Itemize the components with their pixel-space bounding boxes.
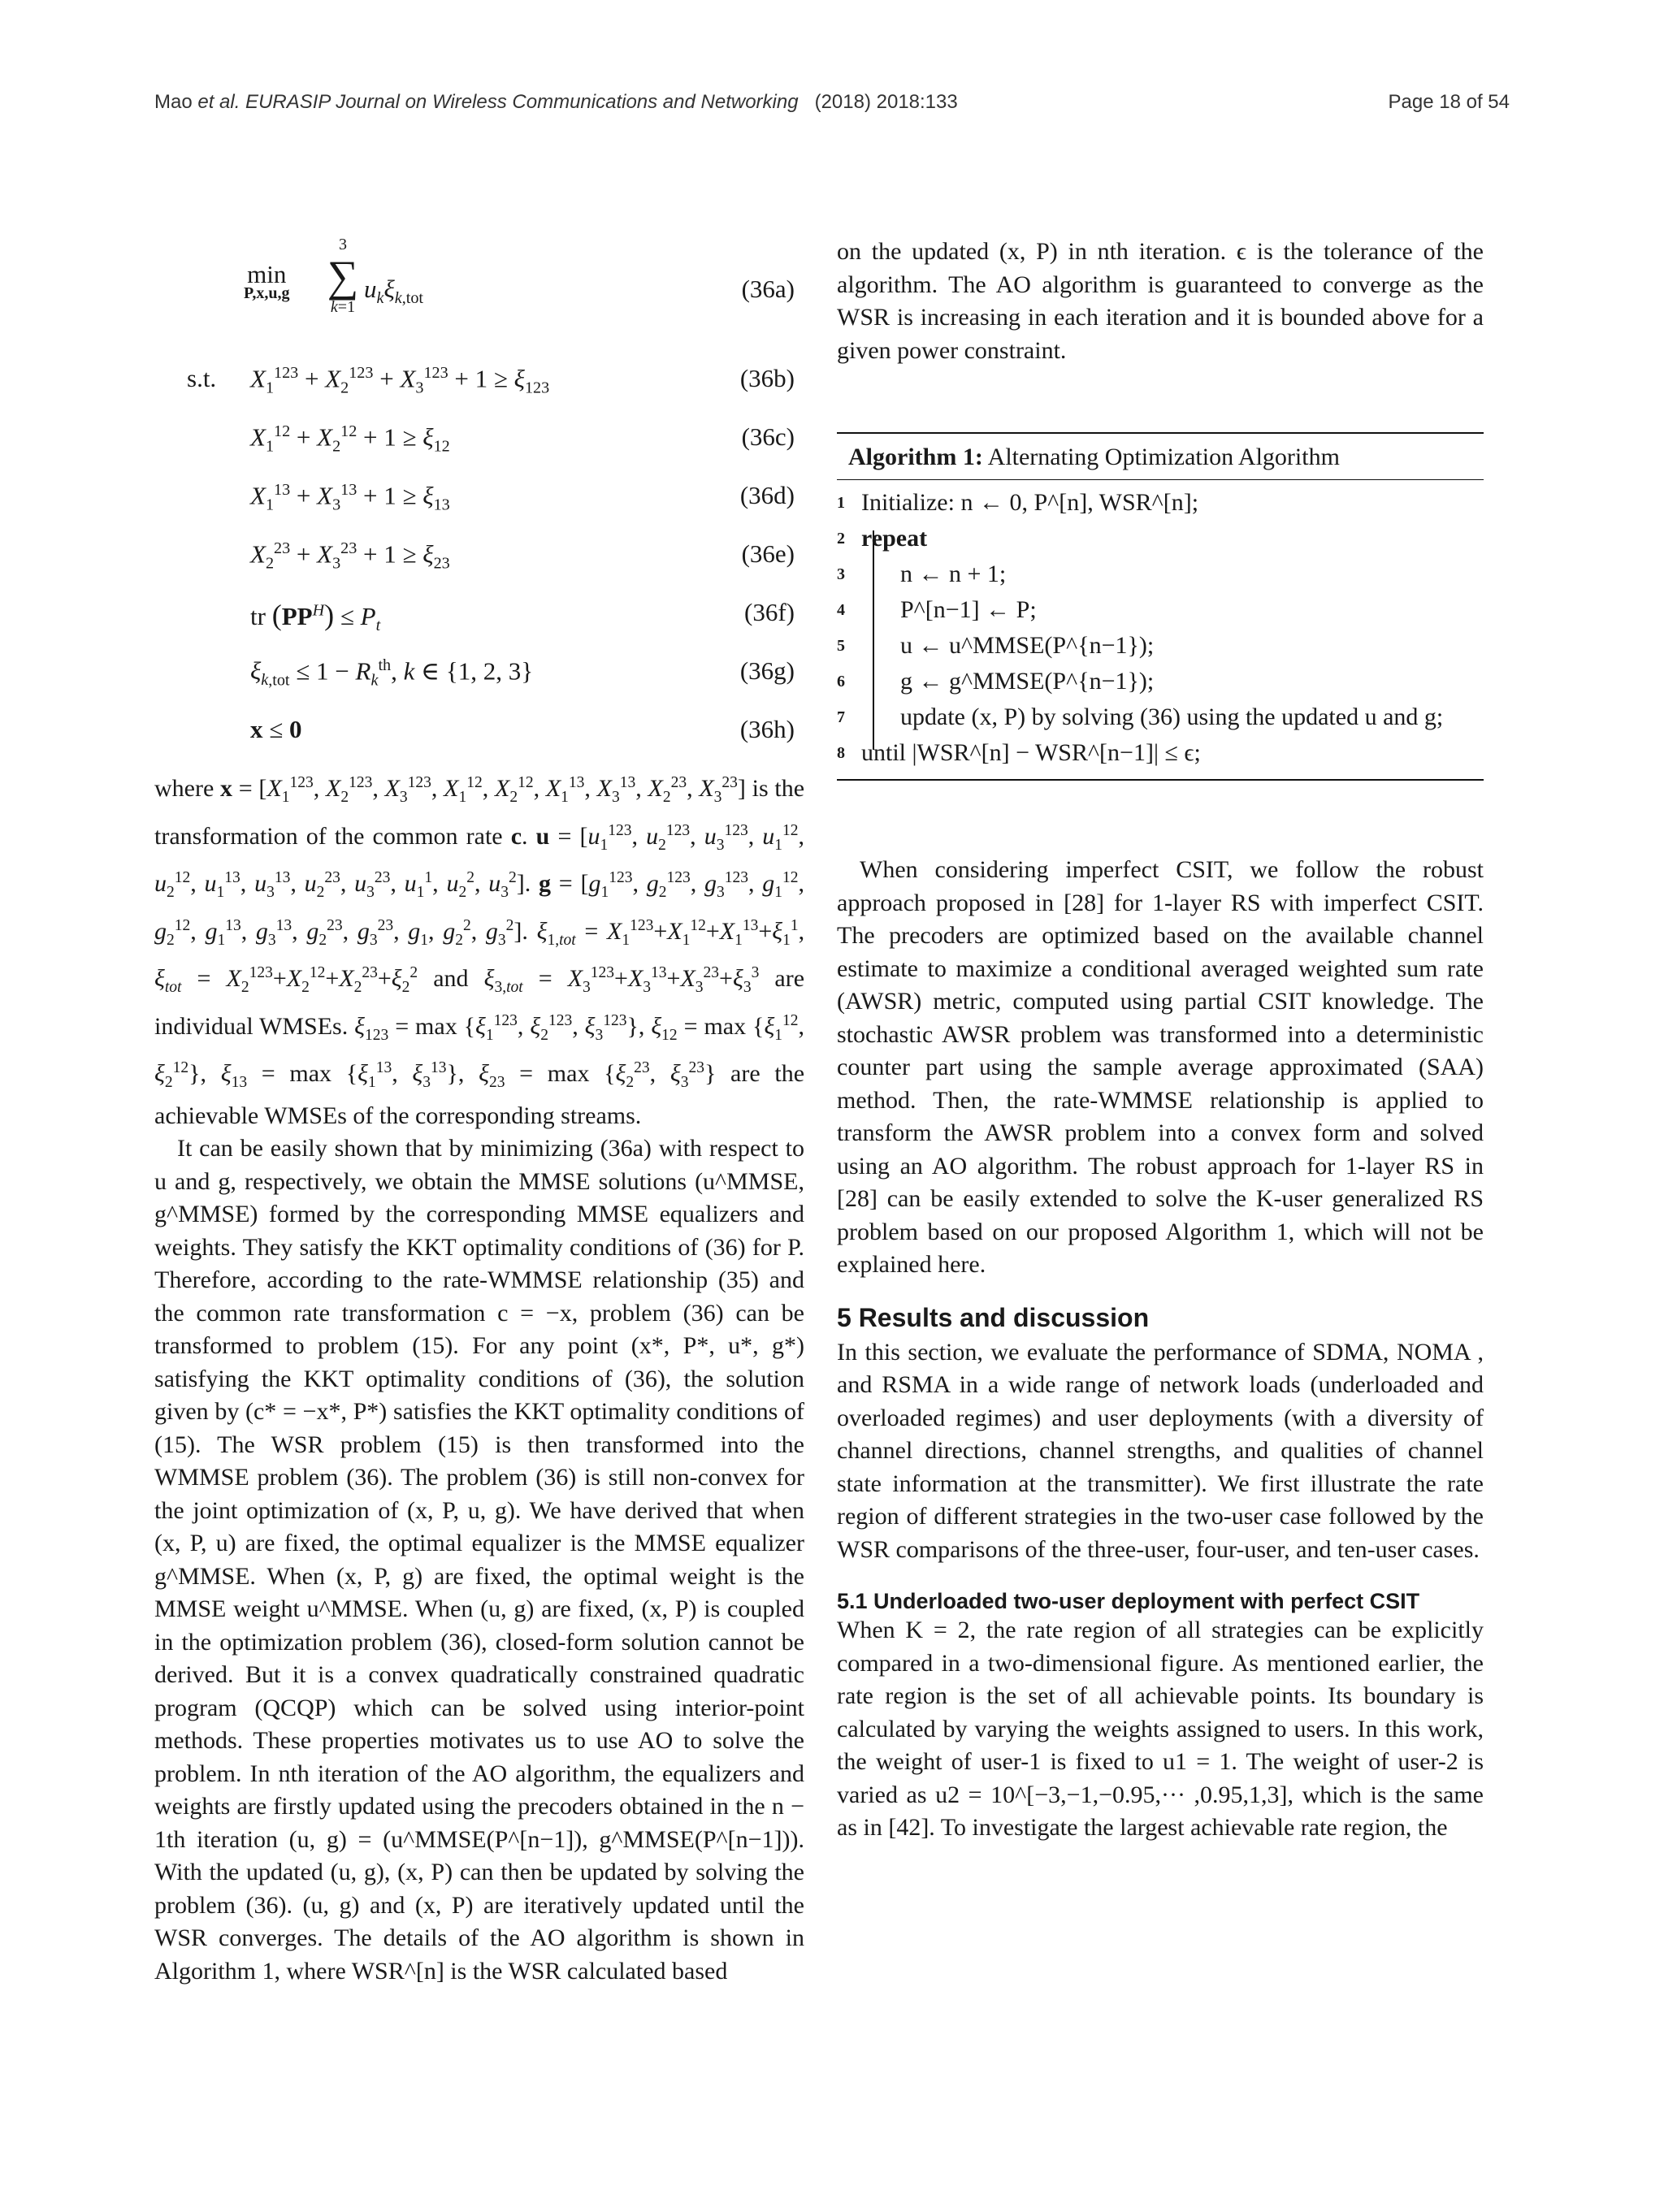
equation-number: (36g) — [739, 656, 795, 685]
algorithm-line: 5 u ← u^MMSE(P^{n−1}); — [837, 632, 1155, 659]
equation-36b: s.t. $X_1^{123} + X_2^{123} + X_3^{123} + 1 \ge \xi_{123}$ (36b) — [187, 364, 795, 397]
algorithm-line: 8 until |WSR^[n] − WSR^[n−1]| ≤ ϵ; — [837, 739, 1201, 766]
algorithm-line: 7 update (x, P) by solving (36) using the updated u and g; — [837, 703, 1444, 730]
section-heading: 5 Results and discussion — [837, 1302, 1150, 1332]
journal-citation: Mao et al. EURASIP Journal on Wireless Communications and Networking (2018) 2018:133 — [154, 91, 958, 113]
optimization-problem — [154, 236, 804, 759]
equation-number: (36b) — [739, 364, 795, 392]
equation-number: (36c) — [741, 422, 795, 451]
equation-36d: $X_1^{13} + X_3^{13} + 1 \ge \xi_{13}$ (36d) — [250, 481, 795, 514]
algorithm-line: 3 n ← n + 1; — [837, 561, 1007, 587]
equation-36c: $X_1^{12} + X_2^{12} + 1 \ge \xi_{12}$ (36c) — [250, 422, 795, 456]
equation-36e: $X_2^{23} + X_3^{23} + 1 \ge \xi_{23}$ (36e) — [250, 539, 795, 573]
algorithm-line: 6 g ← g^MMSE(P^{n−1}); — [837, 668, 1155, 695]
equation-number: (36d) — [739, 481, 795, 509]
imperfect-csit-paragraph: When considering imperfect CSIT, we follow the robust approach proposed in [28] for 1-layer RS with imperfect CSIT. The precoders are optimized based on the available channel estimate to maximize a conditional averaged weighted sum rate (AWSR) metric, computed using partial CSIT knowledge. The stochastic AWSR problem was transformed into a deterministic counter part using the sample average approximated (SAA) method. Then, the rate-WMMSE relationship is applied to transform the AWSR problem into a convex form and solved using an AO algorithm. The robust approach for 1-layer RS in [28] can be easily extended to solve the K-user generalized RS problem based on our proposed Algorithm 1, which will not be explained here. — [837, 856, 1484, 1278]
equation-36f: tr $(PP^H) \le P_t$ (36f) — [250, 598, 795, 635]
algorithm-line: 2 repeat — [837, 525, 928, 552]
page-number: Page 18 of 54 — [1388, 91, 1510, 113]
ao-explanation-paragraph: It can be easily shown that by minimizing (36a) with respect to u and g, respectively, we obtain the MMSE solutions (u^MMSE, g^MMSE) formed by the corresponding MMSE equalizers and weights. They satisfy the KKT optimality conditions of (36) for P. Therefore, according to the rate-WMMSE relationship (35) and the common rate transformation c = −x, problem (36) can be transformed to problem (15). For any point (x*, P*, u*, g*) satisfying the KKT optimality conditions of (36), the solution given by (c* = −x*, P*) satisfies the KKT optimality conditions of (15). The WSR problem (15) is then transformed into the WMMSE problem (36). The problem (36) is still non-convex for the joint optimization of (x, P, u, g). We have derived that when (x, P, u) are fixed, the optimal equalizer is the MMSE equalizer g^MMSE. When (x, P, g) are fixed, the optimal weight is the MMSE weight u^MMSE. When (u, g) are fixed, (x, P) is coupled in the optimization problem (36), closed-form solution cannot be derived. But it is a convex quadratically constrained quadratic program (QCQP) which can be solved using interior-point methods. These properties motivates us to use AO to solve the problem. In nth iteration of the AO algorithm, the equalizers and weights are firstly updated using the precoders obtained in the n − 1th iteration (u, g) = (u^MMSE(P^[n−1]), g^MMSE(P^[n−1])). With the updated (u, g), (x, P) can then be updated by solving the problem (36). (u, g) and (x, P) are iteratively updated until the WSR converges. The details of the AO algorithm is shown in Algorithm 1, where WSR^[n] is the WSR calculated based — [154, 1135, 804, 1985]
definitions-paragraph: where $x = [X_1^{123}$, $X_2^{123}$, $X_3^{123}$, $X_1^{12}$, $X_2^{12}$, $X_1^{13}$, $X_3^{13}$, $X_2^{23}$, $X_3^{23}$] is the transformation of the common rate c. $u = [u_1^{123}$, $u_2^{123}$, $u_3^{123}$, $u_1^{12}$, $u_2^{12}$, $u_1^{13}$, $u_3^{13}$, $u_2^{23}$, $u_3^{23}$, $u_1^1$, $u_2^2$, $u_3^2$]. $g = [g_1^{123}$, $g_2^{123}$, $g_3^{123}$, $g_1^{12}$, $g_2^{12}$, $g_1^{13}$, $g_3^{13}$, $g_2^{23}$, $g_3^{23}$, $g_1$, $g_2^2$, $g_3^2$]. $\xi_{1,tot} = X_1^{123}+X_1^{12}+X_1^{13}+\xi_1^1$, $\xi_{tot} = X_2^{123}+X_2^{12}+X_2^{23}+\xi_2^2$ and $\xi_{3,tot} = X_3^{123}+X_3^{13}+X_3^{23}+\xi_3^3$ are individual WMSEs. $\xi_{123} = \max \{\xi_1^{123}$, $\xi_2^{123}$, $\xi_3^{123}$}, $\xi_{12} = \max \{\xi_1^{12}$, $\xi_2^{12}$}, $\xi_{13} = \max \{\xi_1^{13}$, $\xi_3^{13}$}, $\xi_{23} = \max \{\xi_2^{23}$, $\xi_3^{23}$} are the achievable WMSEs of the corresponding streams. — [154, 774, 805, 1129]
equation-number: (36e) — [741, 539, 795, 568]
equation-number: (36a) — [741, 275, 795, 303]
algorithm-line: 4 P^[n−1] ← P; — [837, 596, 1037, 623]
subsection-heading: 5.1 Underloaded two-user deployment with perfect CSIT — [837, 1589, 1420, 1613]
results-intro-paragraph: In this section, we evaluate the performance of SDMA, NOMA , and RSMA in a wide range of network loads (underloaded and overloaded regimes) and user deployments (with a diversity of channel directions, channel strengths, and qualities of channel state information at the transmitter). We first illustrate the rate region of different strategies in the two-user case followed by the WSR comparisons of the three-user, four-user, and ten-user cases. — [837, 1338, 1484, 1563]
algorithm-1-box — [837, 432, 1484, 781]
equation-36a: min P,x,u,g 3 ∑ k=1 $u_k\xi_{k,tot}$ (36a) — [244, 236, 795, 316]
equation-36g: $\xi_{k,tot} \le 1 - R_k^{th}$, k ∈ {1, 2, 3} (36g) — [250, 656, 795, 690]
equation-number: (36h) — [739, 715, 795, 743]
two-user-paragraph: When K = 2, the rate region of all strategies can be explicitly compared in a two-dimensional figure. As mentioned earlier, the rate region is the set of all achievable points. Its boundary is calculated by varying the weights assigned to users. In this work, the weight of user-1 is fixed to u1 = 1. The weight of user-2 is varied as u2 = 10^[−3,−1,−0.95,··· ,0.95,1,3], which is the same as in [42]. To investigate the largest achievable rate region, the — [837, 1617, 1484, 1841]
algorithm-line: 1 Initialize: n ← 0, P^[n], WSR^[n]; — [837, 489, 1199, 516]
algorithm-title: Algorithm 1: Alternating Optimization Algorithm — [837, 434, 1484, 480]
equation-36h: x ≤ 0 (36h) — [250, 715, 795, 743]
equation-number: (36f) — [744, 598, 795, 626]
left-column — [154, 236, 804, 1988]
right-column — [837, 236, 1484, 1845]
running-header — [154, 91, 1510, 114]
convergence-paragraph: on the updated (x, P) in nth iteration. ϵ is the tolerance of the algorithm. The AO algorithm is guaranteed to converge as the WSR is increasing in each iteration and it is bounded above for a given power constraint. — [837, 238, 1484, 364]
